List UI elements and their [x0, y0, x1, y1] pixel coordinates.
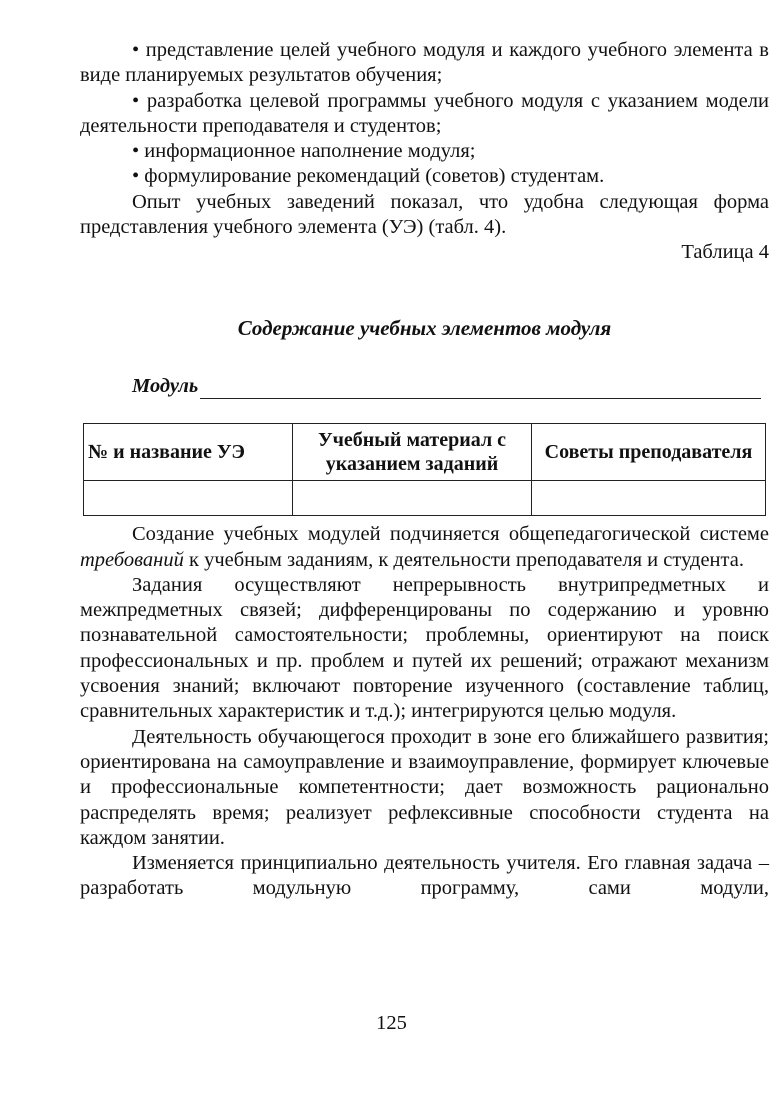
paragraph-teacher-activity: Изменяется принципиально деятельность учителя. Его главная задача – разработать модульную программу, сами модули,: [80, 852, 769, 900]
table-cell: [293, 481, 532, 516]
bullet-item: • информационное наполнение модуля;: [132, 140, 476, 163]
bullet-item: • разработка целевой программы учебного модуля с указанием модели деятельности преподавателя и студентов;: [80, 89, 769, 137]
intro-paragraph: Опыт учебных заведений показал, что удобна следующая форма представления учебного элемента (УЭ) (табл. 4).: [80, 190, 769, 239]
table-title: Содержание учебных элементов модуля: [237, 315, 612, 340]
module-underline: [200, 380, 761, 399]
header-cell-material: Учебный материал с указанием заданий: [293, 424, 532, 481]
paragraph-student-activity: Деятельность обучающегося проходит в зоне его ближайшего развития; ориентирована на самоуправление и взаимоуправление, формирует ключевые и профессиональные компетентности; дает возможность рационально распределять время; реализует рефлексивные способности студента на каждом занятии.: [80, 725, 769, 849]
table-cell: [84, 481, 293, 516]
page-number: 125: [376, 1012, 407, 1034]
emphasis: требований: [80, 548, 184, 571]
content-table: [83, 423, 766, 516]
paragraph-requirements: Создание учебных модулей подчиняется общепедагогической системе требований к учебным заданиям, к деятельности преподавателя и студента.: [80, 523, 769, 571]
header-cell-advice: Советы преподавателя: [532, 424, 766, 481]
bullet-item: • представление целей учебного модуля и каждого учебного элемента в виде планируемых результатов обучения;: [80, 39, 769, 87]
module-line: [80, 374, 769, 399]
table-row: [84, 481, 766, 516]
header-cell-number-name: № и название УЭ: [84, 424, 293, 481]
page-body: [80, 38, 769, 902]
table-header-row: [84, 424, 766, 481]
table-label: Таблица 4: [681, 241, 769, 264]
bullet-item: • формулирование рекомендаций (советов) студентам.: [132, 165, 605, 188]
module-label: Модуль: [132, 374, 199, 397]
paragraph-tasks: Задания осуществляют непрерывность внутрипредметных и межпредметных связей; дифференцированы по содержанию и уровню познавательной самостоятельности; проблемны, ориентируют на поиск профессиональных и пр. проблем и путей их решений; отражают механизм усвоения знаний; включают повторение изученного (составление таблиц, сравнительных характеристик и т.д.); интегрируются целью модуля.: [80, 573, 769, 723]
table-cell: [532, 481, 766, 516]
